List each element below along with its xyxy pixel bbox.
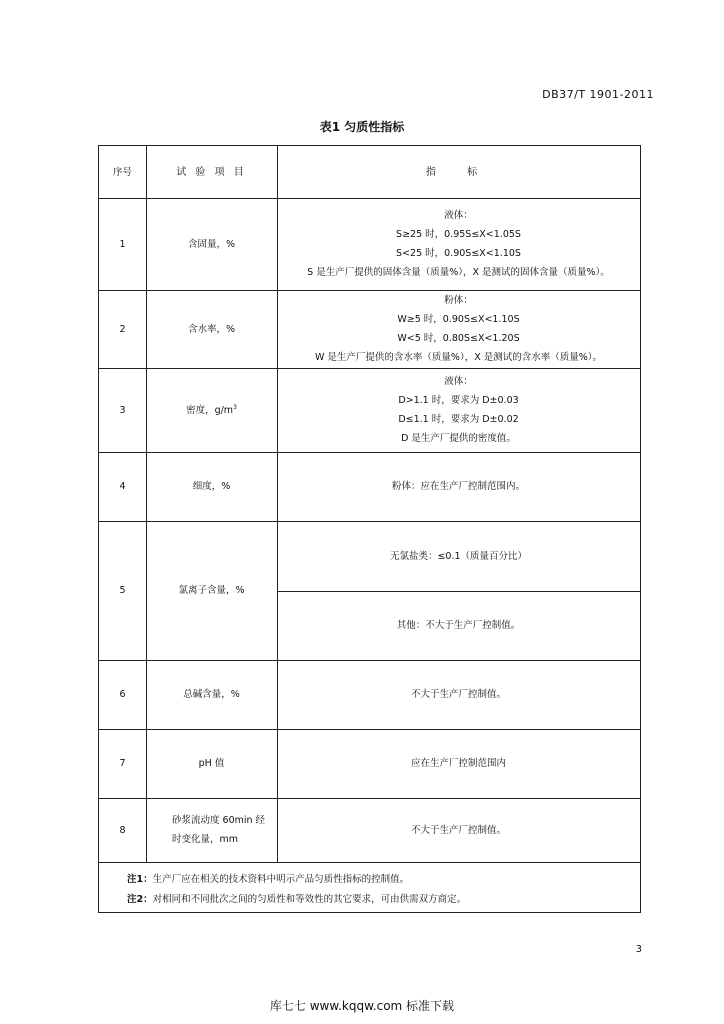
row-8-item-line: 砂浆流动度 60min 经 xyxy=(172,815,266,826)
index-line: W<5 时，0.80S≤X<1.20S xyxy=(397,333,520,344)
row-5-no: 5 xyxy=(119,585,126,596)
row-2-item: 含水率，% xyxy=(187,323,236,335)
row-6-index xyxy=(277,660,640,729)
note-text: 生产厂应在相关的技术资料中明示产品匀质性指标的控制值。 xyxy=(152,874,410,885)
index-line: 粉体：应在生产厂控制范围内。 xyxy=(391,481,525,492)
index-line: D≤1.1 时，要求为 D±0.02 xyxy=(398,414,519,425)
standard-code: DB37/T 1901-2011 xyxy=(542,88,654,101)
note-2 xyxy=(127,890,466,910)
page-number: 3 xyxy=(635,944,642,955)
row-4-item: 细度，% xyxy=(192,481,231,492)
row-8-item xyxy=(146,798,277,862)
row-5-item: 氯离子含量，% xyxy=(178,585,245,596)
row-8-no: 8 xyxy=(119,824,126,836)
index-line: S 是生产厂提供的固体含量（质量%），X 是测试的固体含量（质量%）。 xyxy=(307,267,610,278)
row-7-no: 7 xyxy=(119,758,126,769)
index-line: 粉体： xyxy=(444,295,473,306)
note-text: 对相同和不同批次之间的匀质性和等效性的其它要求，可由供需双方商定。 xyxy=(152,894,467,905)
row-3-no: 3 xyxy=(119,404,126,416)
index-line: 不大于生产厂控制值。 xyxy=(410,824,506,836)
row-divider xyxy=(99,862,640,863)
index-line: 应在生产厂控制范围内 xyxy=(410,758,506,769)
footer-watermark: 库七七 www.kqqw.com 标准下载 xyxy=(269,999,455,1013)
row-3-index xyxy=(277,368,640,452)
index-line: 液体： xyxy=(444,210,473,221)
row-5-index-a: 无氯盐类：≤0.1（质量百分比） xyxy=(389,550,528,562)
row-4-no: 4 xyxy=(119,481,126,492)
row-2-index xyxy=(277,290,640,368)
row-1-item: 含固量，% xyxy=(187,238,236,250)
row-7-item: pH 值 xyxy=(198,758,225,769)
row-3-item-text: 密度，g/m xyxy=(186,404,234,416)
row-1-index xyxy=(277,198,640,290)
header-item: 试 验 项 目 xyxy=(176,166,247,178)
index-line: 不大于生产厂控制值。 xyxy=(410,689,506,700)
index-line: W 是生产厂提供的含水率（质量%），X 是测试的含水率（质量%）。 xyxy=(315,352,602,363)
index-line: D 是生产厂提供的密度值。 xyxy=(401,433,516,444)
table-notes xyxy=(127,870,466,910)
uniformity-table xyxy=(98,145,641,913)
note-label: 注1： xyxy=(127,874,153,885)
index-line: S<25 时，0.90S≤X<1.10S xyxy=(396,248,521,259)
row-6-item: 总碱含量，% xyxy=(183,689,240,700)
index-line: D>1.1 时，要求为 D±0.03 xyxy=(398,395,519,406)
row-7-index xyxy=(277,729,640,798)
row-6-no: 6 xyxy=(119,689,126,700)
table-title: 表1 匀质性指标 xyxy=(319,120,405,134)
index-line: W≥5 时，0.90S≤X<1.10S xyxy=(397,314,520,325)
row-4-index xyxy=(277,452,640,521)
row-2-no: 2 xyxy=(119,323,126,335)
row-8-index xyxy=(277,798,640,862)
row-8-item-line: 时变化量，mm xyxy=(172,834,239,845)
note-1 xyxy=(127,870,466,890)
note-label: 注2： xyxy=(127,894,153,905)
row-1-no: 1 xyxy=(119,238,126,250)
header-no: 序号 xyxy=(112,166,132,178)
row-3-item-sup: 3 xyxy=(233,403,237,411)
header-index: 指 标 xyxy=(425,166,492,178)
row-5-index-b: 其他：不大于生产厂控制值。 xyxy=(396,620,521,631)
index-line: 液体： xyxy=(444,376,473,387)
row-3-item xyxy=(146,368,277,452)
index-line: S≥25 时，0.95S≤X<1.05S xyxy=(396,229,521,240)
